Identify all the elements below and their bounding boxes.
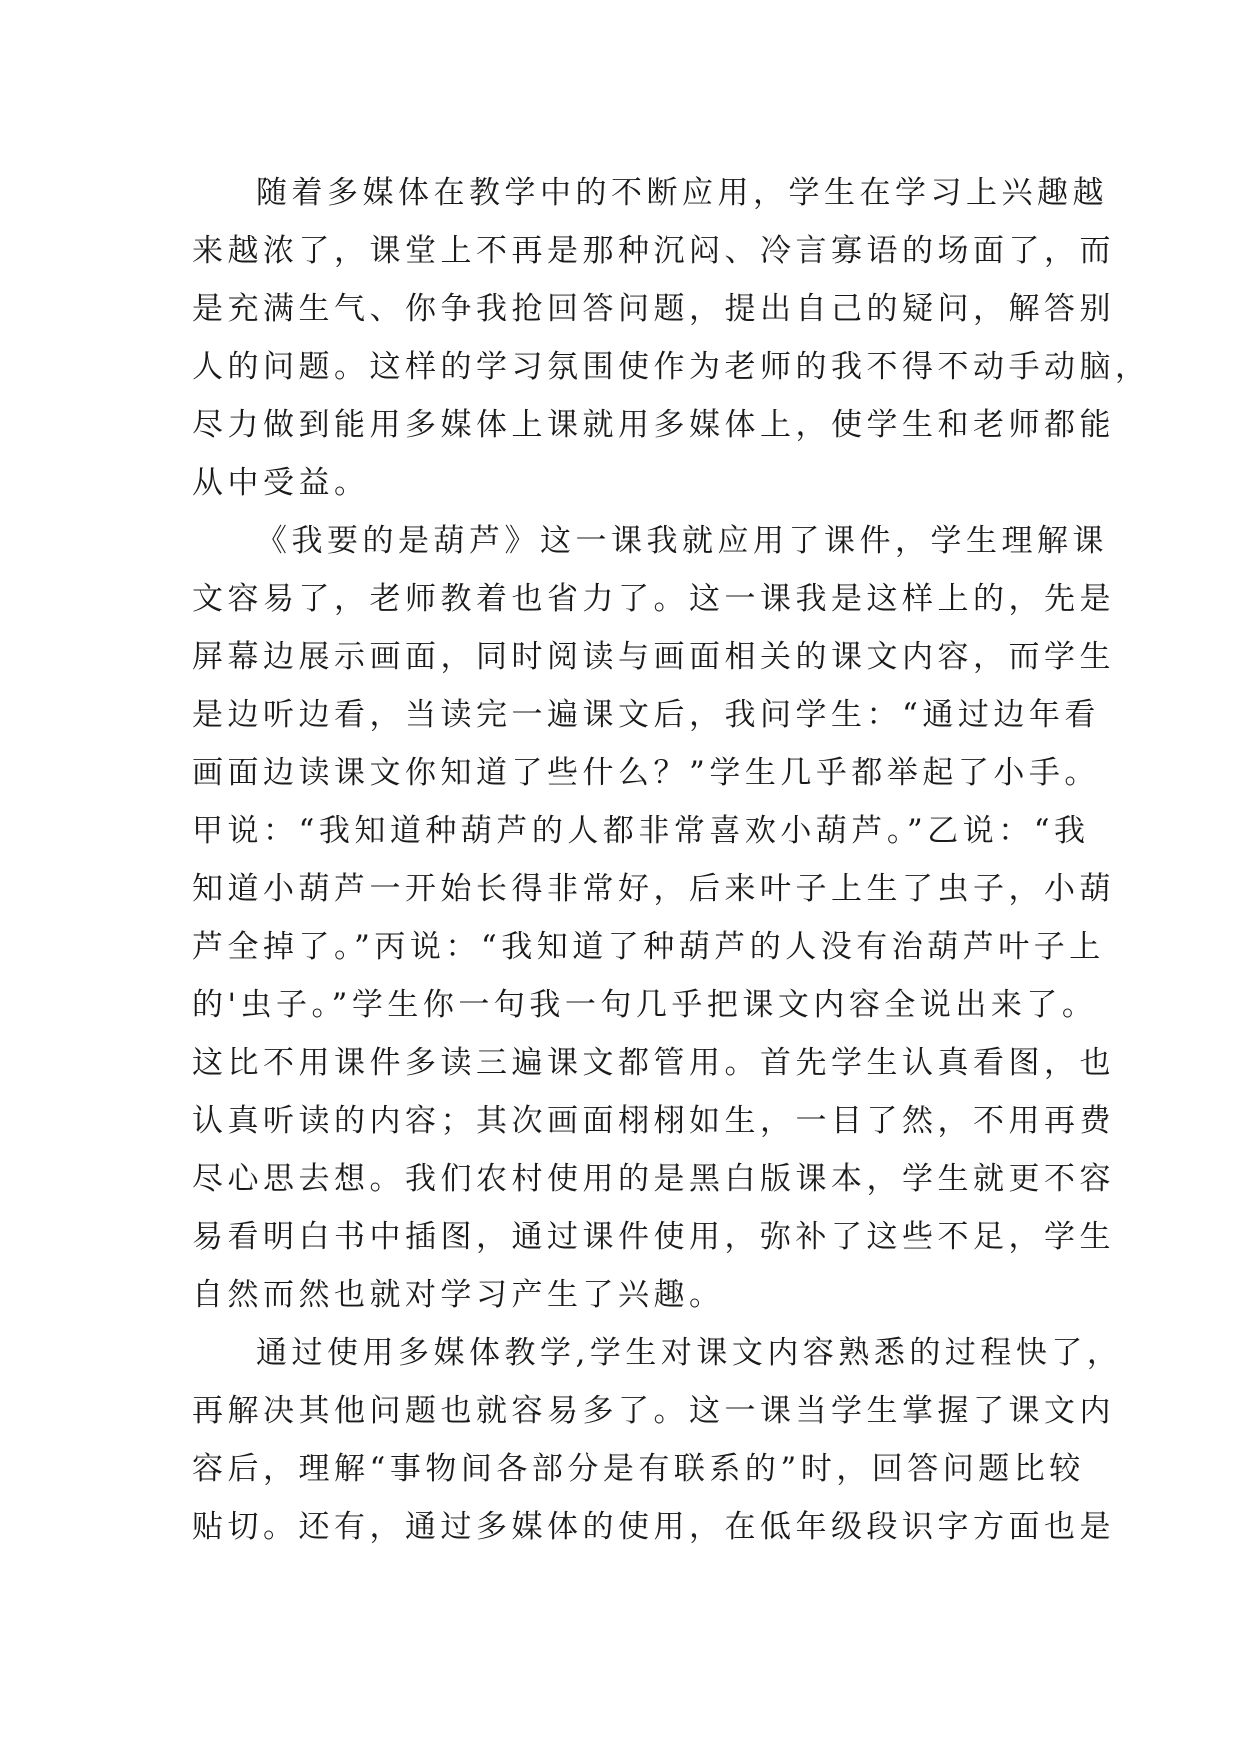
text-line: 知道小葫芦一开始长得非常好，后来叶子上生了虫子，小葫 [192, 871, 1115, 907]
text-line: 随着多媒体在教学中的不断应用，学生在学习上兴趣越 [256, 175, 1108, 211]
text-line: 贴切。还有，通过多媒体的使用，在低年级段识字方面也是 [192, 1509, 1115, 1545]
text-line: 认真听读的内容；其次画面栩栩如生，一目了然，不用再费 [192, 1103, 1115, 1139]
text-line: 通过使用多媒体教学,学生对课文内容熟悉的过程快了， [256, 1335, 1123, 1371]
text-line: 这比不用课件多读三遍课文都管用。首先学生认真看图，也 [192, 1045, 1115, 1081]
text-line: 从中受益。 [192, 465, 370, 501]
paragraph-3 [192, 1324, 1123, 1556]
text-line: 文容易了，老师教着也省力了。这一课我是这样上的，先是 [192, 581, 1115, 617]
text-line: 甲说：“我知道种葫芦的人都非常喜欢小葫芦。”乙说：“我 [192, 813, 1090, 849]
text-line: 来越浓了，课堂上不再是那种沉闷、冷言寡语的场面了，而 [192, 233, 1115, 269]
text-line: 《我要的是葫芦》这一课我就应用了课件，学生理解课 [256, 523, 1108, 559]
text-line: 再解决其他问题也就容易多了。这一课当学生掌握了课文内 [192, 1393, 1115, 1429]
paragraph-1 [192, 164, 1151, 512]
text-line: 芦全掉了。”丙说：“我知道了种葫芦的人没有治葫芦叶子上 [192, 929, 1105, 965]
document-body [192, 164, 1151, 1556]
text-line: 尽力做到能用多媒体上课就用多媒体上，使学生和老师都能 [192, 407, 1115, 443]
text-line: 容后，理解“事物间各部分是有联系的”时，回答问题比较 [192, 1451, 1085, 1487]
text-line: 人的问题。这样的学习氛围使作为老师的我不得不动手动脑， [192, 349, 1151, 385]
text-line: 易看明白书中插图，通过课件使用，弥补了这些不足，学生 [192, 1219, 1115, 1255]
text-line: 屏幕边展示画面，同时阅读与画面相关的课文内容，而学生 [192, 639, 1115, 675]
text-line: 尽心思去想。我们农村使用的是黑白版课本，学生就更不容 [192, 1161, 1115, 1197]
text-line: 是充满生气、你争我抢回答问题，提出自己的疑问，解答别 [192, 291, 1115, 327]
text-line: 是边听边看，当读完一遍课文后，我问学生：“通过边年看 [192, 697, 1100, 733]
text-line: 的'虫子。”学生你一句我一句几乎把课文内容全说出来了。 [192, 987, 1098, 1023]
paragraph-2 [192, 512, 1115, 1324]
text-line: 自然而然也就对学习产生了兴趣。 [192, 1277, 725, 1313]
text-line: 画面边读课文你知道了些什么？”学生几乎都举起了小手。 [192, 755, 1100, 791]
